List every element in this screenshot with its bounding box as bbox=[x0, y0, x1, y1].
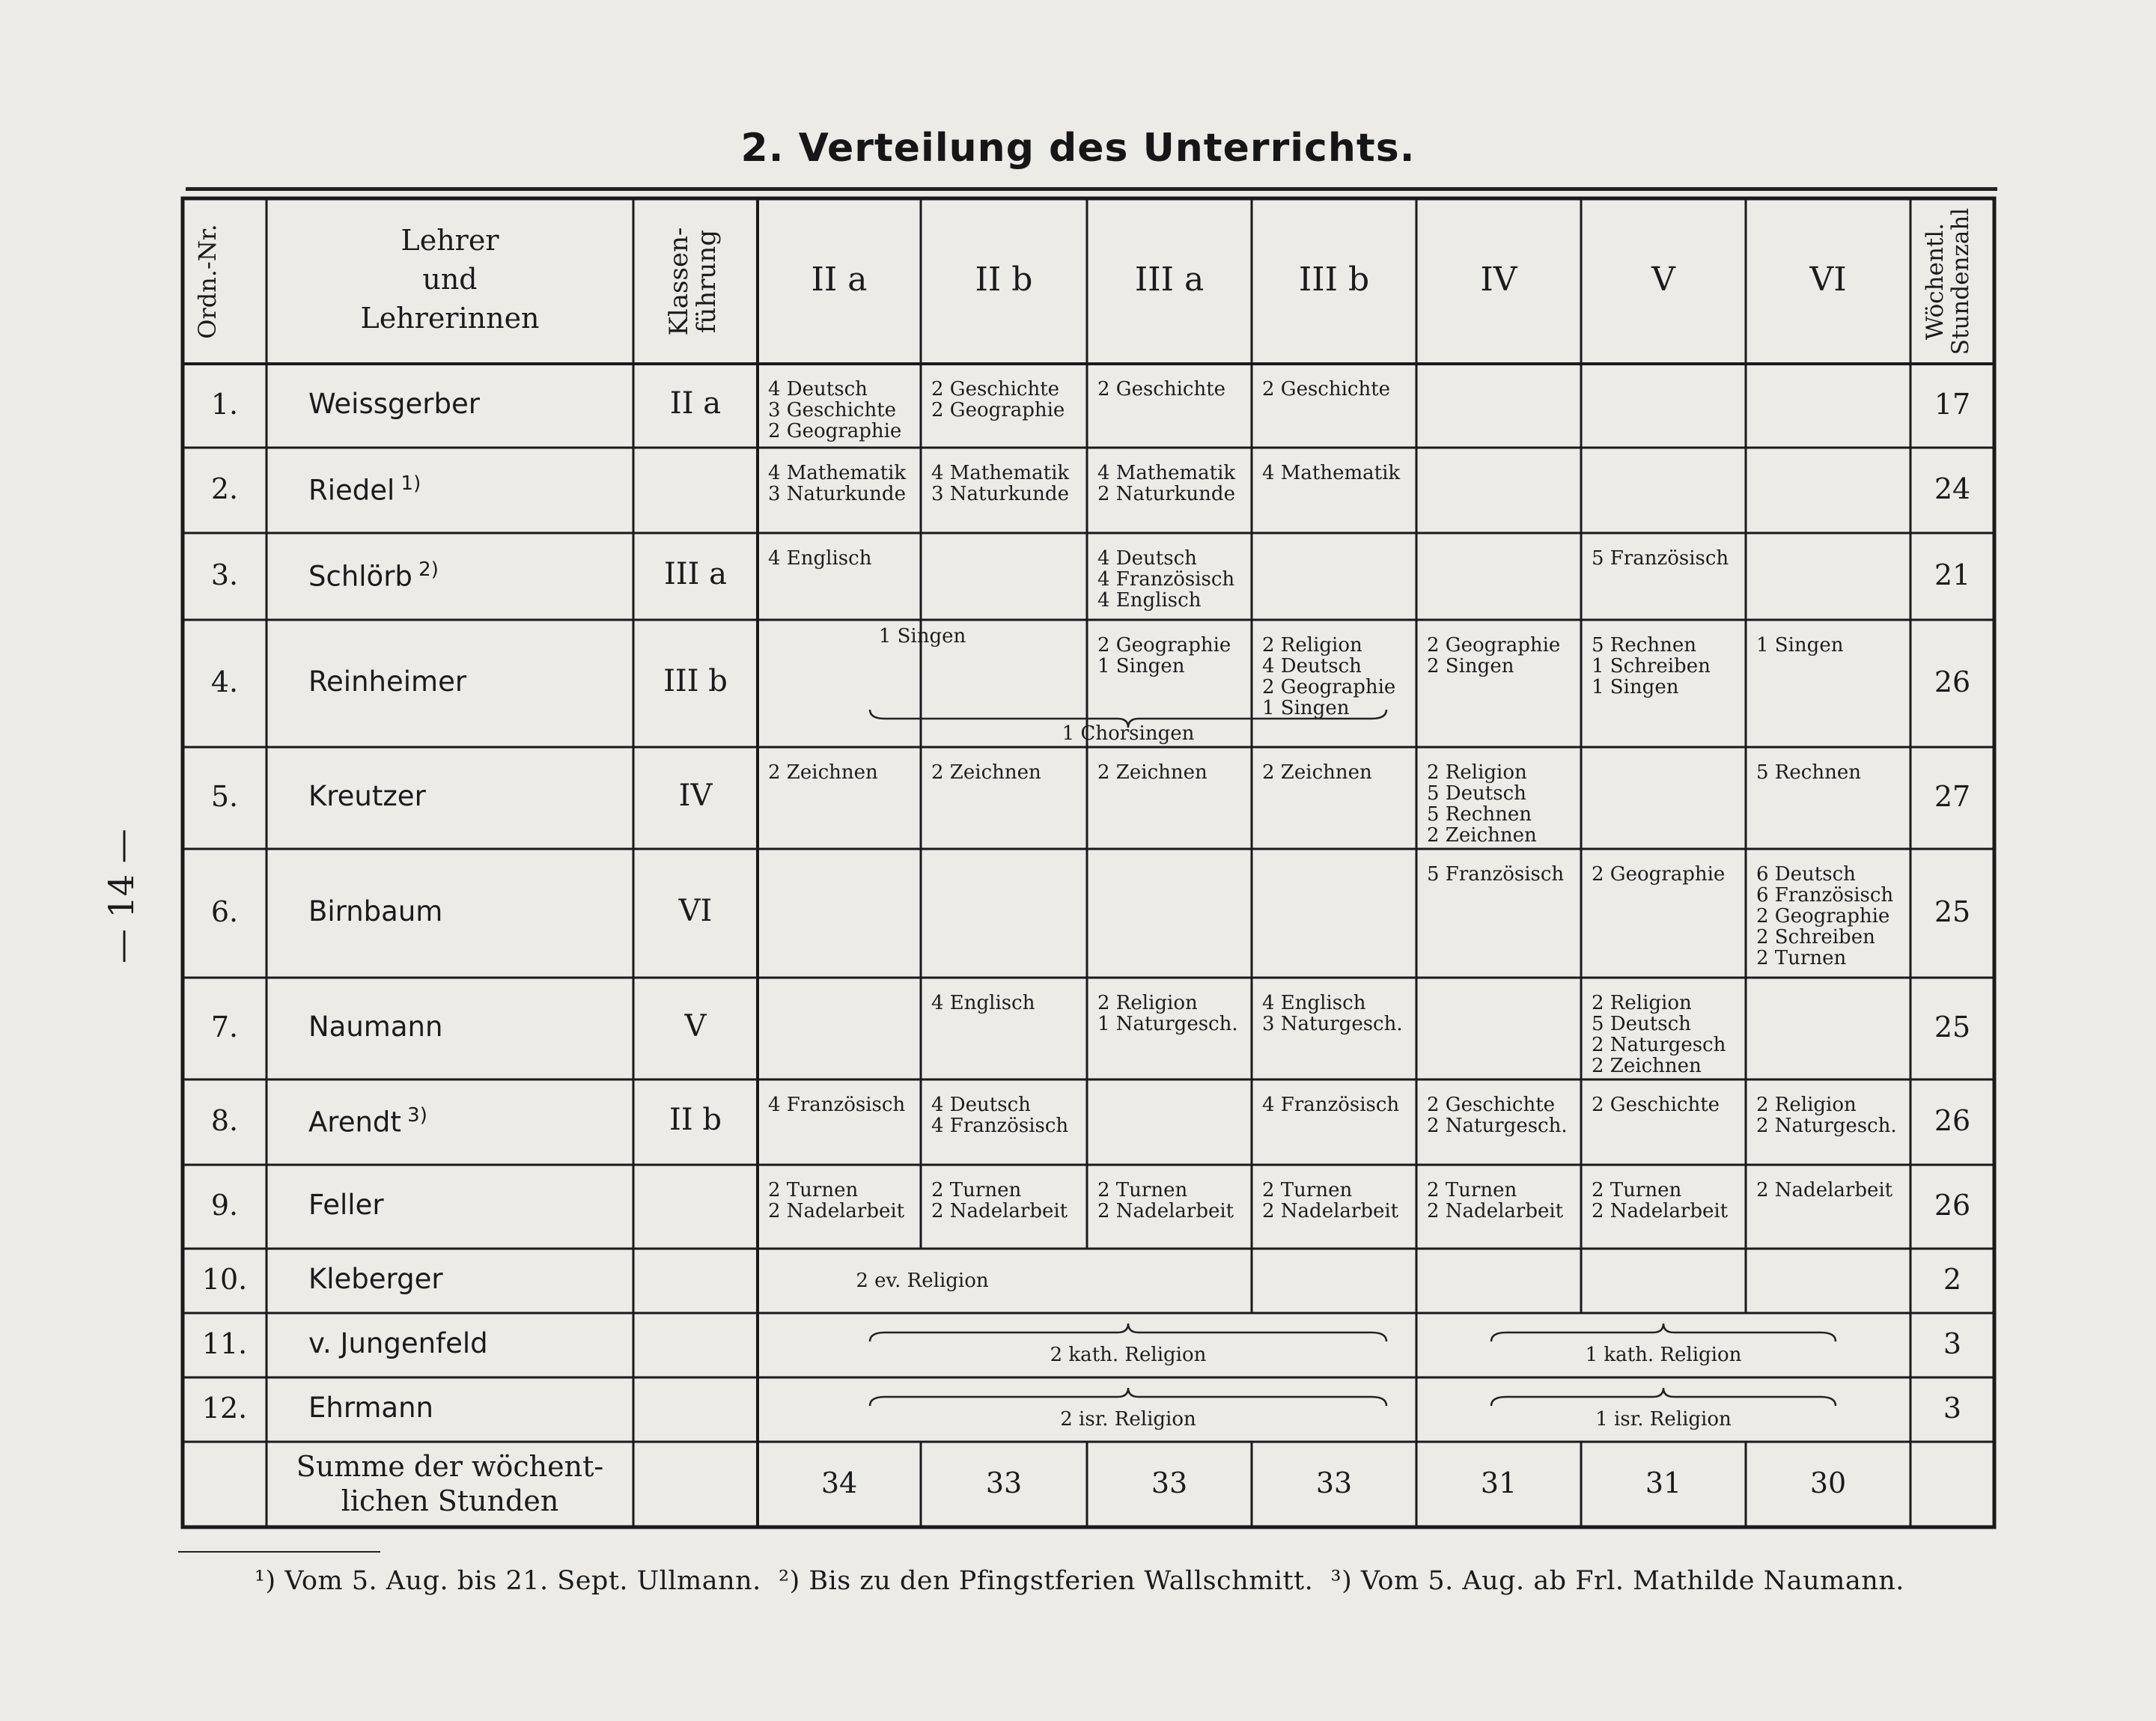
lesson-cell: 4 Englisch 3 Naturgesch. bbox=[1262, 992, 1403, 1035]
weekly-total: 26 bbox=[1934, 665, 1971, 698]
footnote: ¹) Vom 5. Aug. bis 21. Sept. Ullmann. ²) Bis zu den Pfingstferien Wallschmitt. ³) Vom 5. Aug. ab Frl. Mathilde Naumann. bbox=[255, 1566, 1904, 1596]
lesson-cell: 2 Zeichnen bbox=[768, 761, 878, 784]
lesson-cell: 4 Deutsch 4 Französisch 4 Englisch bbox=[1097, 547, 1235, 612]
lesson-cell: 2 Turnen 2 Nadelarbeit bbox=[1262, 1179, 1399, 1222]
brace-label: 1 isr. Religion bbox=[1595, 1408, 1732, 1431]
lesson-cell: 2 Geschichte bbox=[1097, 378, 1226, 400]
lesson-cell: 2 Geographie bbox=[1592, 863, 1726, 886]
row-number: 4. bbox=[210, 665, 239, 698]
brace-label: 2 kath. Religion bbox=[1050, 1344, 1207, 1366]
row-number: 8. bbox=[210, 1104, 239, 1137]
summary-value: 31 bbox=[1480, 1466, 1517, 1499]
teacher-name-text: v. Jungenfeld bbox=[308, 1327, 488, 1359]
teacher-name-text: Schlörb bbox=[308, 560, 412, 593]
summary-value: 31 bbox=[1645, 1466, 1682, 1499]
lesson-cell: 2 Geschichte 2 Geographie bbox=[931, 378, 1065, 421]
lesson-cell: 4 Französisch bbox=[768, 1094, 906, 1116]
lesson-cell: 2 Turnen 2 Nadelarbeit bbox=[931, 1179, 1068, 1222]
header-class-1: II b bbox=[975, 260, 1033, 299]
lesson-cell: 5 Französisch bbox=[1427, 863, 1565, 886]
lesson-cell: 1 Singen bbox=[1756, 634, 1844, 657]
row-number: 5. bbox=[210, 780, 239, 813]
teacher-name bbox=[308, 1263, 443, 1295]
teacher-name bbox=[308, 558, 439, 592]
header-class-3: III b bbox=[1298, 260, 1370, 299]
summary-value: 33 bbox=[1151, 1466, 1188, 1499]
row-number: 2. bbox=[210, 472, 239, 505]
header-klassenfuehrung: Klassen- führung bbox=[664, 227, 722, 335]
weekly-total: 24 bbox=[1934, 472, 1971, 505]
teacher-name bbox=[308, 895, 442, 927]
lesson-cell: 4 Mathematik 3 Naturkunde bbox=[931, 462, 1070, 505]
lesson-cell: 2 Religion 5 Deutsch 2 Naturgesch 2 Zeichnen bbox=[1592, 992, 1726, 1077]
teacher-name bbox=[308, 780, 426, 812]
lesson-cell: 2 Geschichte bbox=[1592, 1094, 1720, 1116]
header-class-2: III a bbox=[1134, 260, 1205, 299]
class-leadership: III a bbox=[664, 557, 727, 591]
brace bbox=[870, 1324, 1386, 1341]
teacher-name-text: Feller bbox=[308, 1189, 384, 1221]
teacher-name bbox=[308, 1392, 433, 1424]
footnote-marker: 3) bbox=[401, 1104, 427, 1127]
teacher-name-text: Arendt bbox=[308, 1106, 401, 1139]
lesson-cell: 6 Deutsch 6 Französisch 2 Geographie 2 Schreiben 2 Turnen bbox=[1756, 863, 1894, 969]
brace bbox=[870, 1388, 1386, 1406]
footnote-marker: 2) bbox=[412, 558, 439, 581]
teacher-name bbox=[308, 1011, 442, 1043]
brace-label: 1 kath. Religion bbox=[1585, 1344, 1742, 1366]
weekly-total: 25 bbox=[1934, 1011, 1971, 1044]
lesson-cell: 2 Turnen 2 Nadelarbeit bbox=[1592, 1179, 1729, 1222]
footnote-rule bbox=[178, 1551, 380, 1553]
teacher-name bbox=[308, 1189, 384, 1221]
lesson-cell: 4 Mathematik bbox=[1262, 462, 1401, 484]
class-leadership: V bbox=[684, 1009, 707, 1044]
class-leadership: VI bbox=[678, 894, 713, 928]
lesson-cell: 2 Religion 5 Deutsch 5 Rechnen 2 Zeichnen bbox=[1427, 761, 1537, 847]
lesson-cell: 2 Geographie 2 Singen bbox=[1427, 634, 1561, 677]
teacher-name-text: Kreutzer bbox=[308, 780, 426, 812]
lesson-cell: 2 Turnen 2 Nadelarbeit bbox=[1097, 1179, 1234, 1222]
header-class-0: II a bbox=[811, 260, 868, 299]
lesson-cell: 4 Französisch bbox=[1262, 1094, 1400, 1116]
weekly-total: 27 bbox=[1934, 780, 1971, 813]
teacher-name-text: Reinheimer bbox=[308, 665, 467, 698]
lesson-cell: 2 Zeichnen bbox=[931, 761, 1041, 784]
page-title: 2. Verteilung des Unterrichts. bbox=[740, 126, 1416, 171]
class-leadership: II a bbox=[669, 386, 722, 421]
summary-value: 34 bbox=[820, 1466, 858, 1499]
lesson-cell: 2 Geographie 1 Singen bbox=[1097, 634, 1231, 677]
footnote-marker: 1) bbox=[395, 472, 421, 495]
lesson-cell: 2 Religion 4 Deutsch 2 Geographie 1 Singen bbox=[1262, 634, 1396, 719]
teacher-name-text: Ehrmann bbox=[308, 1392, 434, 1424]
lesson-cell: 2 Turnen 2 Nadelarbeit bbox=[768, 1179, 905, 1222]
lesson-cell: 2 Geschichte bbox=[1262, 378, 1391, 400]
lesson-cell: 4 Mathematik 2 Naturkunde bbox=[1097, 462, 1236, 505]
brace-label: 2 isr. Religion bbox=[1060, 1408, 1196, 1431]
lesson-cell: 2 Religion 2 Naturgesch. bbox=[1756, 1094, 1897, 1137]
row-number: 6. bbox=[210, 895, 239, 928]
header-ordn-nr: Ordn.-Nr. bbox=[193, 223, 222, 339]
teacher-name bbox=[308, 1327, 488, 1359]
teacher-name-text: Riedel bbox=[308, 474, 395, 507]
teacher-name bbox=[308, 665, 466, 698]
row-number: 3. bbox=[210, 558, 239, 591]
lesson-cell: 4 Mathematik 3 Naturkunde bbox=[768, 462, 907, 505]
weekly-total: 2 bbox=[1943, 1263, 1962, 1296]
lesson-cell: 2 Nadelarbeit bbox=[1756, 1179, 1893, 1201]
row-number: 12. bbox=[201, 1392, 248, 1425]
summary-label: Summe der wöchent- lichen Stunden bbox=[296, 1450, 604, 1517]
class-leadership: III b bbox=[663, 664, 728, 698]
row-number: 1. bbox=[210, 388, 239, 421]
lesson-cell: 2 Zeichnen bbox=[1262, 761, 1372, 784]
brace bbox=[1491, 1324, 1836, 1341]
weekly-total: 21 bbox=[1934, 558, 1971, 591]
weekly-total: 3 bbox=[1943, 1392, 1962, 1425]
row-number: 7. bbox=[210, 1011, 239, 1044]
teacher-name bbox=[308, 1104, 427, 1138]
class-leadership: II b bbox=[669, 1103, 722, 1137]
spanned-lesson: 2 ev. Religion bbox=[856, 1270, 989, 1292]
header-class-5: V bbox=[1651, 260, 1675, 299]
lesson-cell: 4 Englisch bbox=[931, 992, 1035, 1014]
brace-label: 1 Chorsingen bbox=[1062, 722, 1195, 745]
lesson-cell: 2 Geschichte 2 Naturgesch. bbox=[1427, 1094, 1568, 1137]
row-number: 10. bbox=[201, 1263, 248, 1296]
lesson-cell: 5 Rechnen 1 Schreiben 1 Singen bbox=[1592, 634, 1711, 698]
lesson-cell: 4 Englisch bbox=[768, 547, 872, 570]
teacher-name bbox=[308, 388, 480, 420]
teacher-name bbox=[308, 472, 421, 506]
teacher-name-text: Weissgerber bbox=[308, 388, 480, 420]
summary-value: 33 bbox=[1315, 1466, 1353, 1499]
teacher-name-text: Naumann bbox=[308, 1011, 443, 1043]
lesson-cell: 5 Französisch bbox=[1592, 547, 1729, 570]
header-teacher: Lehrer und Lehrerinnen bbox=[360, 224, 540, 335]
weekly-total: 3 bbox=[1943, 1327, 1962, 1360]
lesson-cell: 2 Religion 1 Naturgesch. bbox=[1097, 992, 1238, 1035]
header-class-6: VI bbox=[1809, 260, 1847, 299]
lesson-cell: 2 Turnen 2 Nadelarbeit bbox=[1427, 1179, 1564, 1222]
weekly-total: 26 bbox=[1934, 1104, 1971, 1137]
summary-value: 30 bbox=[1809, 1466, 1847, 1499]
header-class-4: IV bbox=[1480, 260, 1517, 299]
lesson-cell: 2 Zeichnen bbox=[1097, 761, 1208, 784]
summary-value: 33 bbox=[985, 1466, 1023, 1499]
lesson-cell: 4 Deutsch 3 Geschichte 2 Geographie bbox=[768, 378, 902, 442]
teacher-name-text: Birnbaum bbox=[308, 895, 443, 927]
weekly-total: 26 bbox=[1934, 1189, 1971, 1222]
lesson-cell: 5 Rechnen bbox=[1756, 761, 1861, 784]
spanned-lesson: 1 Singen bbox=[878, 625, 966, 648]
page-number: — 14 — bbox=[101, 829, 141, 963]
row-number: 11. bbox=[201, 1327, 248, 1360]
class-leadership: IV bbox=[678, 779, 713, 813]
weekly-total: 25 bbox=[1934, 895, 1971, 928]
row-number: 9. bbox=[210, 1189, 239, 1222]
brace bbox=[1491, 1388, 1836, 1406]
teacher-name-text: Kleberger bbox=[308, 1263, 443, 1295]
header-weekly-hours: Wöchentl. Stundenzahl bbox=[1922, 207, 1975, 355]
weekly-total: 17 bbox=[1934, 388, 1971, 421]
lesson-cell: 4 Deutsch 4 Französisch bbox=[931, 1094, 1069, 1137]
